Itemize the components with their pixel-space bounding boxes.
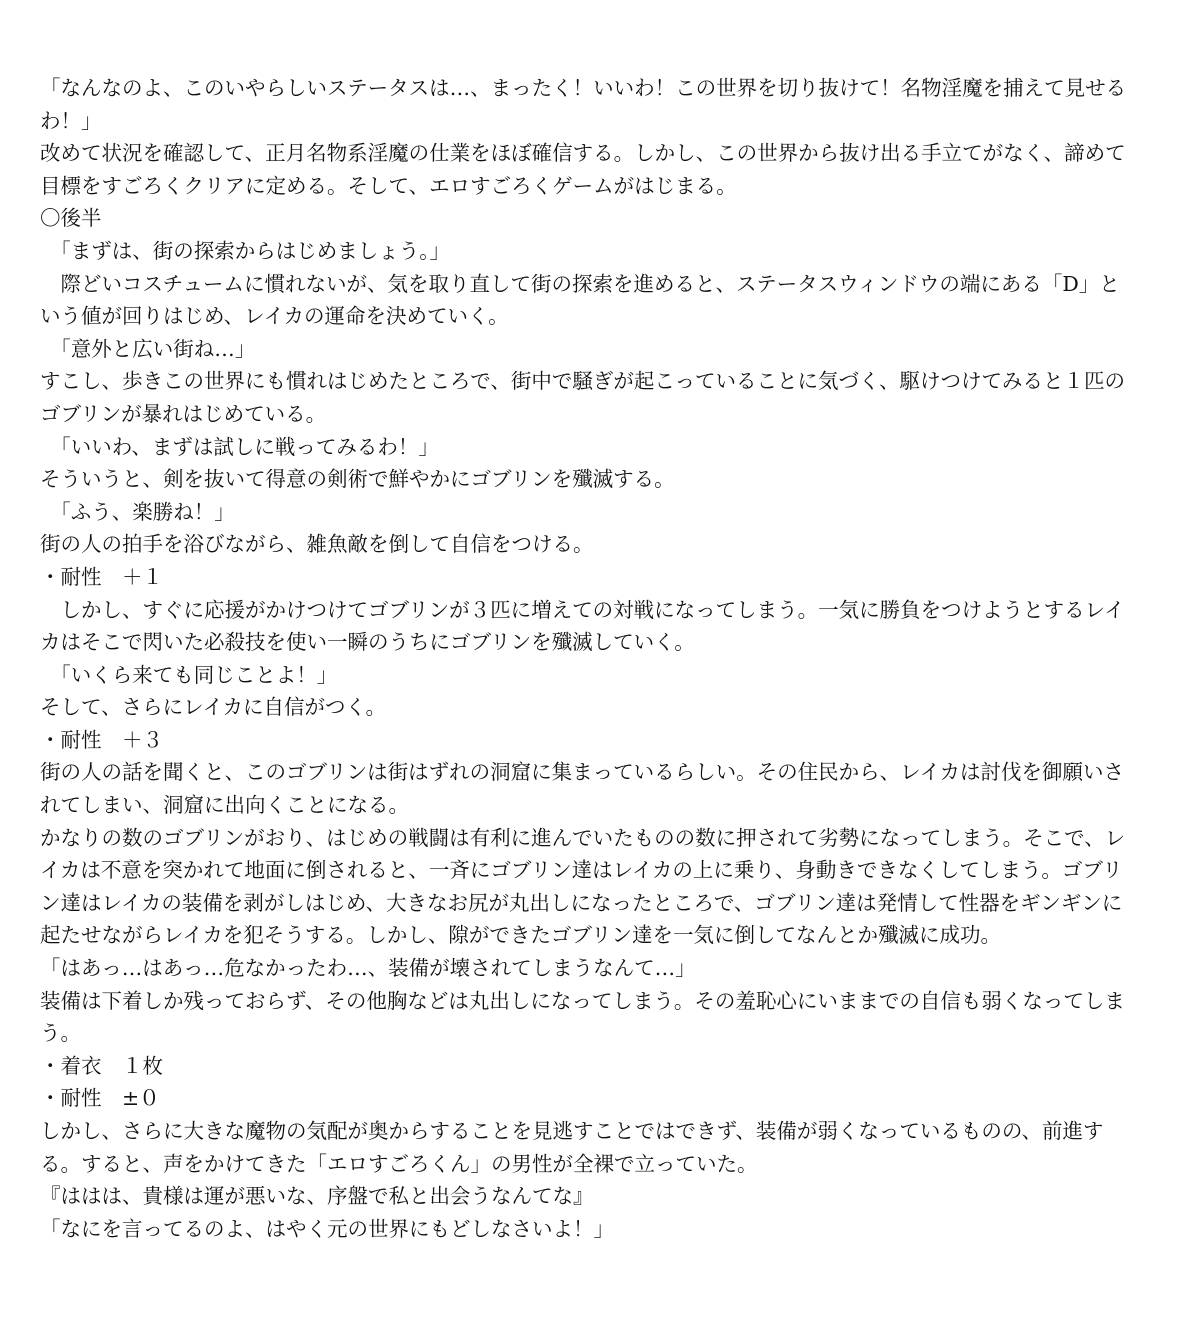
section-heading: 〇後半	[40, 206, 102, 231]
text-line: しかし、さらに大きな魔物の気配が奥からすることを見逃すことではできず、装備が弱くなっているものの、前進する。すると、声をかけてきた「エロすごろくん」の男性が全裸で立っていた。	[40, 1119, 1104, 1176]
text-line: すこし、歩きこの世界にも慣れはじめたところで、街中で騒ぎが起こっていることに気づく、駆けつけてみると１匹のゴブリンが暴れはじめている。	[40, 369, 1126, 426]
stat-line: ・耐性 ＋３	[40, 727, 163, 752]
dialogue-line: 「はあっ…はあっ…危なかったわ…、装備が壊されてしまうなんて…」	[40, 956, 696, 981]
text-line: そういうと、剣を抜いて得意の剣術で鮮やかにゴブリンを殲滅する。	[40, 467, 675, 492]
text-line: 街の人の拍手を浴びながら、雑魚敵を倒して自信をつける。	[40, 532, 594, 557]
dialogue-line: 『ははは、貴様は運が悪いな、序盤で私と出会うなんてな』	[40, 1184, 594, 1209]
text-line: 改めて状況を確認して、正月名物系淫魔の仕業をほぼ確信する。しかし、この世界から抜け出る手立てがなく、諦めて目標をすごろくクリアに定める。そして、エロすごろくゲームがはじまる。	[40, 141, 1126, 198]
dialogue-line: 「いくら来ても同じことよ！」	[40, 662, 338, 687]
text-line: 街の人の話を聞くと、このゴブリンは街はずれの洞窟に集まっているらしい。その住民から、レイカは討伐を御願いされてしまい、洞窟に出向くことになる。	[40, 760, 1125, 818]
dialogue-line: 「いいわ、まずは試しに戦ってみるわ！」	[40, 434, 439, 459]
stat-line: ・耐性 ±０	[40, 1086, 160, 1111]
stat-line: ・耐性 ＋１	[40, 564, 163, 589]
dialogue-line: 「意外と広い街ね…」	[40, 336, 256, 361]
dialogue-line: 「ふう、楽勝ね！」	[40, 499, 235, 524]
text-line: しかし、すぐに応援がかけつけてゴブリンが３匹に増えての対戦になってしまう。一気に勝負をつけようとするレイカはそこで閃いた必殺技を使い一瞬のうちにゴブリンを殲滅していく。	[40, 597, 1125, 655]
text-line: 際どいコスチュームに慣れないが、気を取り直して街の探索を進めると、ステータスウィンドウの端にある「D」という値が回りはじめ、レイカの運命を決めていく。	[40, 271, 1120, 329]
text-line: 装備は下着しか残っておらず、その他胸などは丸出しになってしまう。その羞恥心にいままでの自信も弱くなってしまう。	[40, 988, 1125, 1046]
text-line: そして、さらにレイカに自信がつく。	[40, 695, 387, 720]
document-body	[40, 72, 1140, 1245]
text-line: 「なんなのよ、このいやらしいステータスは…、まったく！いいわ！この世界を切り抜けて！名物淫魔を捕えて見せるわ！」	[40, 76, 1127, 133]
text-line: かなりの数のゴブリンがおり、はじめの戦闘は有利に進んでいたものの数に押されて劣勢になってしまう。そこで、レイカは不意を突かれて地面に倒されると、一斉にゴブリン達はレイカの上に乗り、身動きできなくしてしまう。ゴブリン達はレイカの装備を剥がしはじめ、大きなお尻が丸出しになったところで、ゴブリン達は発情して性器をギンギンに起たせながらレイカを犯そうする。しかし、隙ができたゴブリン達を一気に倒してなんとか殲滅に成功。	[40, 825, 1126, 948]
dialogue-line: 「まずは、街の探索からはじめましょう。」	[40, 238, 450, 263]
dialogue-line: 「なにを言ってるのよ、はやく元の世界にもどしなさいよ！」	[40, 1216, 614, 1241]
stat-line: ・着衣 １枚	[40, 1053, 163, 1078]
